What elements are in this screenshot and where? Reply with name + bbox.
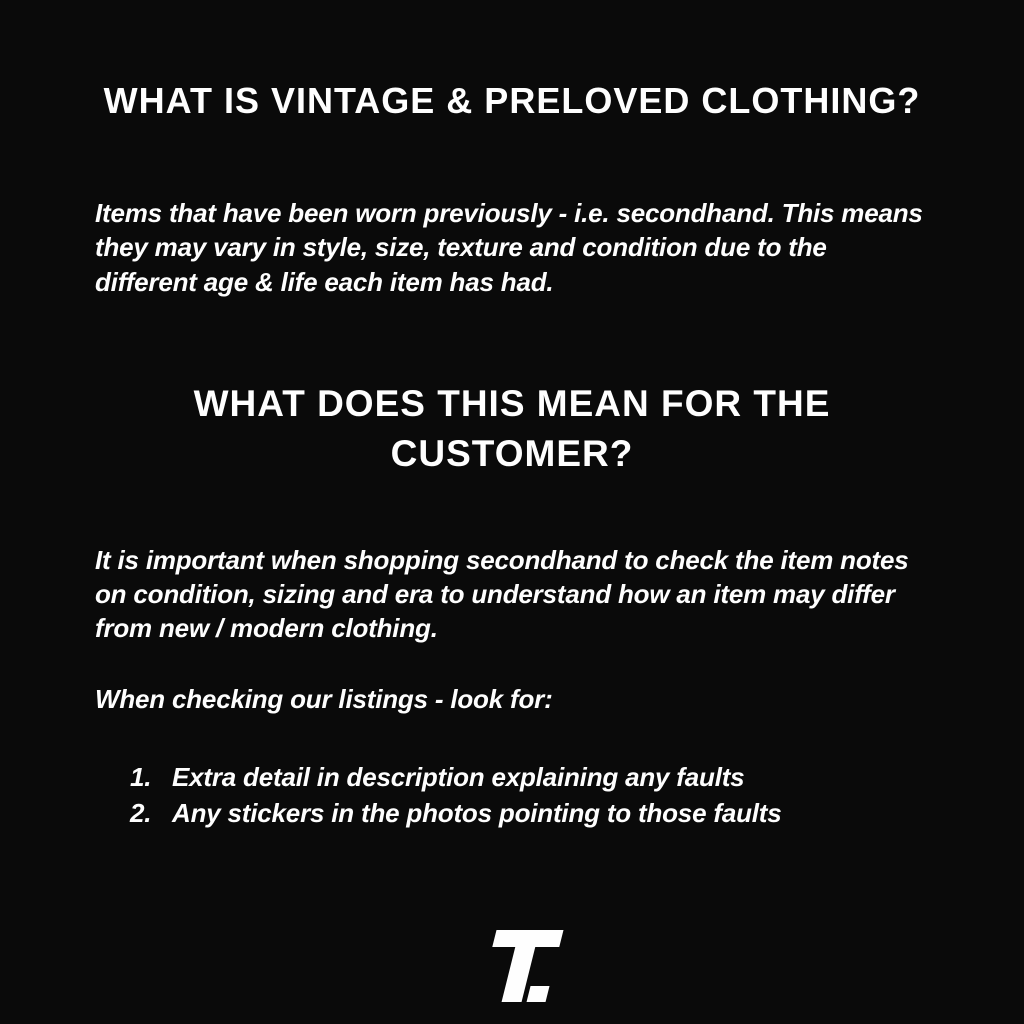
intro-paragraph: Items that have been worn previously - i.e. secondhand. This means they may vary in style, size, texture and condition due to the different age & life each item has had.	[95, 198, 923, 297]
list-item-text: Extra detail in description explaining any faults	[172, 762, 745, 793]
customer-paragraph: It is important when shopping secondhand to check the item notes on condition, sizing and era to understand how an item may differ from new / modern clothing.	[95, 544, 909, 644]
list-item-text: Any stickers in the photos pointing to those faults	[172, 797, 782, 828]
listings-intro: When checking our listings - look for:	[95, 683, 553, 714]
customer-heading: WHAT DOES THIS MEAN FOR THE CUSTOMER?	[193, 382, 831, 474]
main-heading: WHAT IS VINTAGE & PRELOVED CLOTHING?	[103, 80, 921, 121]
t-brand-logo-icon	[457, 928, 567, 1004]
fault-list-item	[130, 760, 932, 796]
list-item-number: 1.	[130, 762, 152, 793]
fault-checklist	[0, 760, 1024, 832]
fault-list-item	[130, 796, 932, 832]
brand-logo	[0, 928, 1024, 1004]
list-item-number: 2.	[130, 797, 152, 828]
